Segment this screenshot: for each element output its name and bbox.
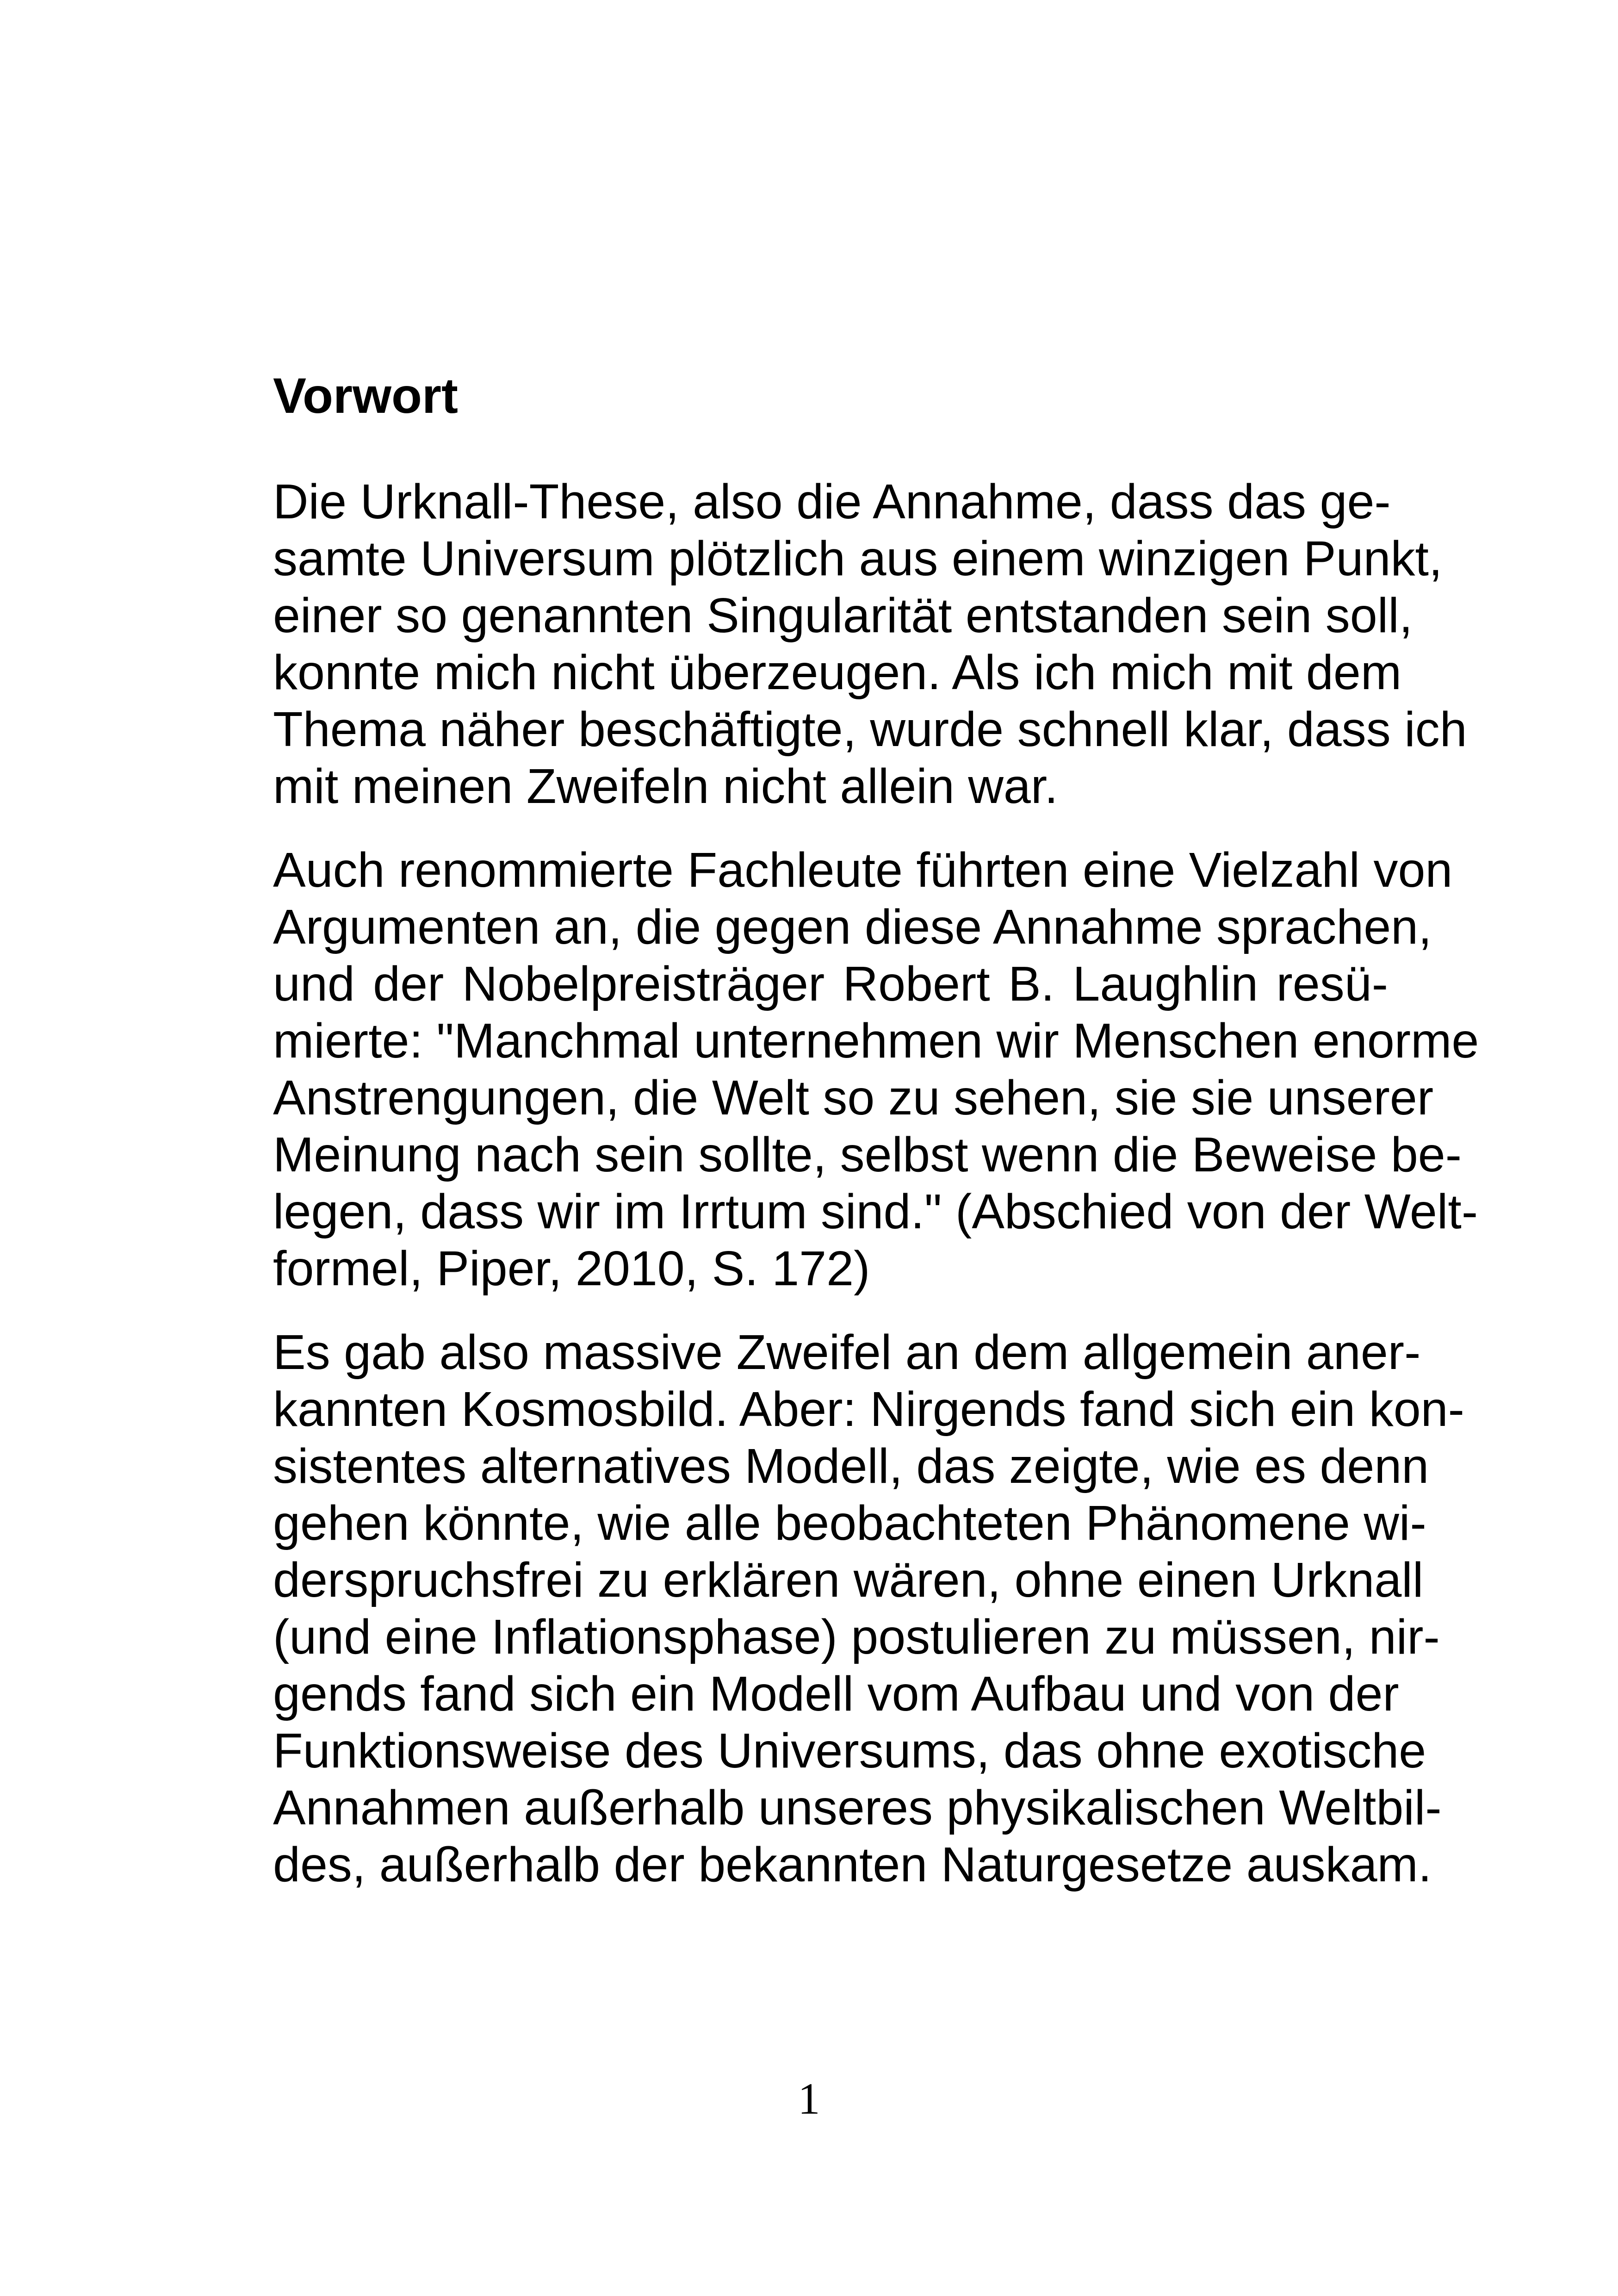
text-line: Auch renommierte Fachleute führten eine Vielzahl von: [273, 843, 1453, 897]
text-line: und der Nobelpreisträger Robert B. Laughlin resü-: [273, 957, 1388, 1011]
paragraph-1: [273, 473, 1467, 815]
page-content: [273, 367, 1479, 1920]
text-line: konnte mich nicht überzeugen. Als ich mich mit dem: [273, 645, 1402, 700]
paragraph-2: [273, 842, 1479, 1297]
text-line: mit meinen Zweifeln nicht allein war.: [273, 759, 1058, 814]
text-line: Es gab also massive Zweifel an dem allgemein aner-: [273, 1325, 1421, 1380]
text-line: Funktionsweise des Universums, das ohne exotische: [273, 1724, 1426, 1778]
section-heading: Vorwort: [273, 367, 458, 423]
text-line: gends fand sich ein Modell vom Aufbau und von der: [273, 1667, 1399, 1721]
text-line: gehen könnte, wie alle beobachteten Phänomene wi-: [273, 1496, 1426, 1550]
text-line: einer so genannten Singularität entstanden sein soll,: [273, 588, 1413, 643]
text-line: samte Universum plötzlich aus einem winzigen Punkt,: [273, 531, 1443, 586]
text-line: legen, dass wir im Irrtum sind." (Abschied von der Welt-: [273, 1184, 1478, 1239]
text-line: Argumenten an, die gegen diese Annahme sprachen,: [273, 900, 1432, 954]
page-number: 1: [798, 2074, 820, 2123]
text-line: Thema näher beschäftigte, wurde schnell klar, dass ich: [273, 702, 1467, 757]
text-line: mierte: "Manchmal unternehmen wir Menschen enorme: [273, 1014, 1479, 1068]
text-line: Annahmen außerhalb unseres physikalischen Weltbil-: [273, 1780, 1442, 1835]
text-line: (und eine Inflationsphase) postulieren zu müssen, nir-: [273, 1610, 1440, 1664]
text-line: derspruchsfrei zu erklären wären, ohne einen Urknall: [273, 1553, 1424, 1607]
text-line: Meinung nach sein sollte, selbst wenn die Beweise be-: [273, 1127, 1462, 1182]
text-line: kannten Kosmosbild. Aber: Nirgends fand sich ein kon-: [273, 1382, 1464, 1437]
text-line: Anstrengungen, die Welt so zu sehen, sie sie unserer: [273, 1070, 1434, 1125]
text-line: sistentes alternatives Modell, das zeigte, wie es denn: [273, 1439, 1429, 1493]
text-line: formel, Piper, 2010, S. 172): [273, 1241, 870, 1296]
paragraph-3: [273, 1324, 1464, 1893]
text-line: Die Urknall-These, also die Annahme, dass das ge-: [273, 474, 1391, 529]
text-line: des, außerhalb der bekannten Naturgesetze auskam.: [273, 1837, 1432, 1892]
